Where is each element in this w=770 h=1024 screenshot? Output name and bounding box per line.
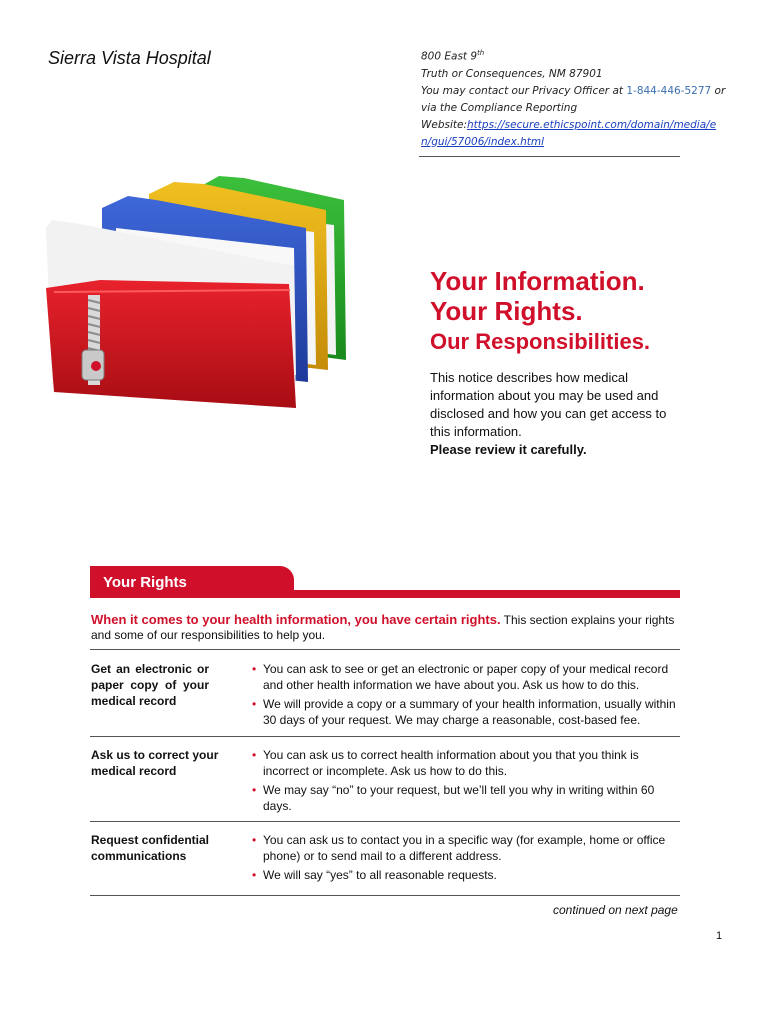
rights-lead-bold: When it comes to your health information, you have certain rights.: [91, 612, 501, 627]
folders-illustration: [44, 170, 364, 420]
section-bottom-divider: [90, 895, 680, 896]
hospital-name: Sierra Vista Hospital: [48, 48, 211, 68]
section-header-bar: [294, 590, 680, 598]
bullet-item: • We may say “no” to your request, but we’ll tell you why in writing within 60 days.: [252, 782, 682, 814]
address-street: 800 East 9: [421, 50, 478, 63]
intro-paragraph: [430, 369, 670, 459]
header-divider: [419, 156, 680, 157]
bullet-item: • You can ask to see or get an electronic or paper copy of your medical record and other health information we have about you. Ask us how to do this.: [252, 661, 682, 693]
compliance-website-link[interactable]: https://secure.ethicspoint.com/domain/media/en/gui/57006/index.html: [421, 118, 717, 148]
rights-lead-text: This section explains your rights and some of our responsibilities to help you.: [91, 613, 675, 642]
bullet-item: • You can ask us to correct health information about you that you think is incorrect or incomplete. Ask us how to do this.: [252, 747, 682, 779]
address-block: [421, 45, 726, 151]
contact-prefix: You may contact our Privacy Officer at: [421, 84, 627, 97]
row-label-confidential-communications: Request confidential communications: [91, 833, 210, 863]
notice-title: [430, 266, 650, 357]
intro-text: This notice describes how medical information about you may be used and disclosed and how you can get access to this information.: [430, 370, 667, 439]
bullet-item: • You can ask us to contact you in a specific way (for example, home or office phone) or to send mail to a different address.: [252, 832, 682, 864]
row-label-correct-record: Ask us to correct your medical record: [91, 748, 219, 778]
title-line-2: Your Rights.: [430, 296, 583, 326]
privacy-officer-phone[interactable]: 1-844-446-5277: [626, 84, 712, 97]
your-rights-tab: [90, 566, 294, 598]
section-divider: [90, 649, 680, 650]
page-number: 1: [716, 930, 723, 942]
row-label-electronic-copy: Get an electronic or paper copy of your medical record: [91, 662, 209, 708]
bullet-item: • We will provide a copy or a summary of your health information, usually within 30 days of your request. We may charge a reasonable, cost-based fee.: [252, 696, 682, 728]
rights-lead: [91, 612, 681, 643]
your-rights-tab-label: Your Rights: [103, 574, 187, 591]
row-divider: [90, 736, 680, 737]
website-label: Website:: [421, 118, 468, 131]
row-divider: [90, 821, 680, 822]
title-line-3: Our Responsibilities.: [430, 329, 651, 354]
contact-line: [421, 83, 726, 100]
title-line-1: Your Information.: [430, 266, 645, 296]
contact-suffix: or: [711, 84, 726, 97]
row-bullets-electronic-copy: [252, 661, 682, 731]
website-line: [421, 117, 719, 151]
address-street-line: [421, 45, 721, 66]
row-bullets-confidential-communications: [252, 832, 682, 886]
bullet-item: • We will say “yes” to all reasonable requests.: [252, 867, 682, 883]
address-city: Truth or Consequences, NM 87901: [421, 67, 603, 80]
address-street-sup: th: [477, 49, 485, 57]
row-bullets-correct-record: [252, 747, 682, 817]
compliance-line: via the Compliance Reporting: [421, 101, 578, 114]
continued-note: continued on next page: [553, 903, 678, 917]
intro-bold: Please review it carefully.: [430, 442, 587, 457]
